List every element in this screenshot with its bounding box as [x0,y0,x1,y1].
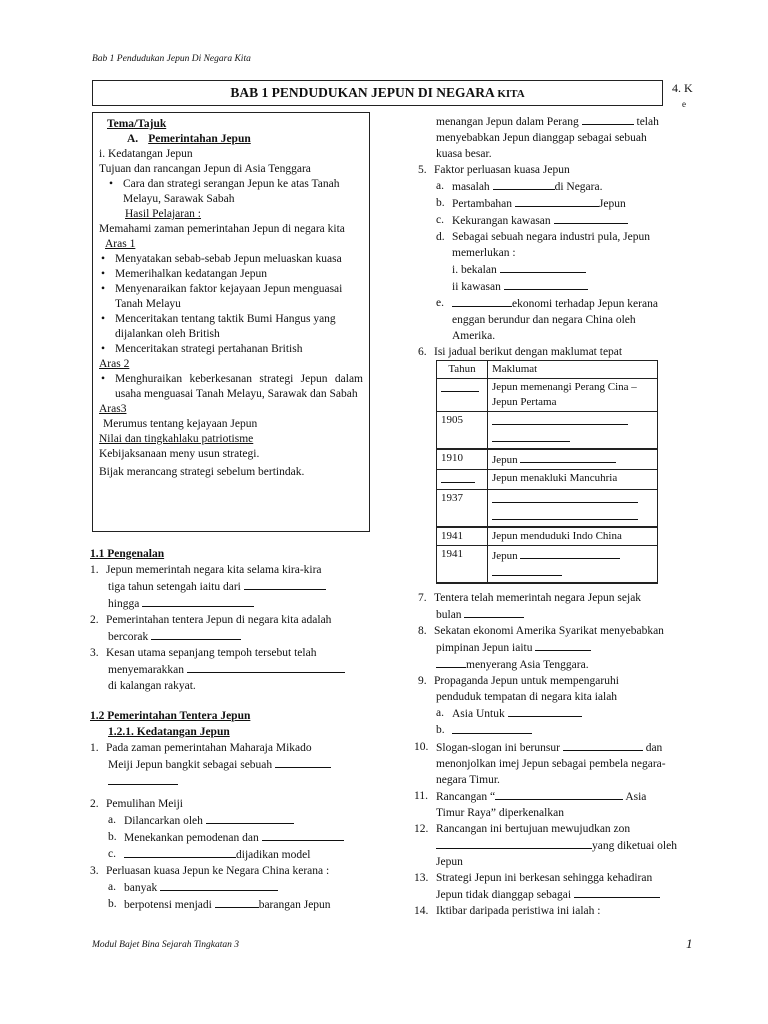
answer-blank[interactable] [160,879,278,891]
right-column [414,113,680,919]
table-row [437,379,658,412]
answer-blank[interactable] [436,837,592,849]
table-header: Tahun [437,361,488,379]
aras2-item: • Menghuraikan keberkesanan strategi Jepun dalam usaha menguasai Tanah Melayu, Sarawak dan Sabah [99,372,363,402]
question-8-line: pimpinan Jepun iaitu [436,639,680,656]
question-1-line: hingga [108,595,372,612]
answer-blank[interactable] [441,471,475,483]
question-8-line: menyerang Asia Tenggara. [436,656,680,673]
part-1-line: Meiji Jepun bangkit sebagai sebuah [108,756,372,773]
table-row [437,412,658,450]
question-1: 1. Jepun memerintah negara kita selama kira-kira [90,564,322,576]
answer-blank[interactable] [108,773,178,785]
question-9a: a. Asia Untuk [418,705,680,722]
table-row [437,527,658,546]
info-cell[interactable]: Jepun [488,546,658,584]
answer-blank[interactable] [515,195,599,207]
aras1-item: • Memerihalkan kedatangan Jepun [99,267,363,282]
nilai-item: Bijak merancang strategi sebelum bertindak. [99,466,305,478]
answer-blank[interactable] [495,788,623,800]
part-2: 2. Pemulihan Meiji [90,798,183,810]
aras1-item: • Menceritakan strategi pertahanan British [99,342,363,357]
answer-blank[interactable] [554,212,628,224]
nilai-item: Kebijaksanaan meny usun strategi. [99,448,260,460]
answer-blank[interactable] [275,756,331,768]
question-3: 3. Kesan utama sepanjang tempoh tersebut telah [90,647,317,659]
question-5b: b. Pertambahan Jepun [436,197,626,210]
answer-blank[interactable] [574,886,660,898]
part-3b: b. berpotensi menjadi barangan Jepun [108,898,331,911]
part-1-line [108,773,372,790]
left-column [90,546,372,913]
question-9: 9. Propaganda Jepun untuk mempengaruhi [418,675,619,687]
info-cell[interactable]: Jepun [488,449,658,470]
section-1-2: 1.2 Pemerintahan Tentera Jepun [90,710,251,722]
chapter-title [92,80,663,106]
table-header: Maklumat [488,361,658,379]
answer-blank[interactable] [244,578,326,590]
answer-blank[interactable] [151,628,241,640]
cut-off-text [672,80,693,112]
info-table [436,360,658,584]
chapter-title-main: BAB 1 PENDUDUKAN JEPUN DI NEGARA [230,85,498,100]
info-cell[interactable] [488,412,658,450]
info-cell: Jepun memenangi Perang Cina –Jepun Pertama [488,379,658,412]
question-14: 14. Iktibar daripada peristiwa ini ialah : [414,905,601,917]
question-7-line: bulan [436,606,680,623]
aras2-label: Aras 2 [99,358,130,370]
part-2c: c. dijadikan model [108,848,311,861]
year-cell: 1941 [437,527,488,546]
answer-blank[interactable] [142,595,254,607]
running-header: Bab 1 Pendudukan Jepun Di Negara Kita [92,54,251,64]
info-cell[interactable] [488,490,658,528]
answer-blank[interactable] [563,739,643,751]
info-cell: Jepun menduduki Indo China [488,527,658,546]
section-a-heading: A. Pemerintahan Jepun [127,133,251,145]
question-9b: b. [418,722,680,739]
question-2: 2. Pemerintahan tentera Jepun di negara kita adalah [90,614,332,626]
cut-line: e [682,99,686,109]
answer-blank[interactable] [464,606,524,618]
part-2b: b. Menekankan pemodenan dan [90,829,372,846]
question-5d-line: memerlukan : [452,247,516,259]
question-12: 12. Rancangan ini bertujuan mewujudkan zon [414,823,631,835]
question-5e-line: enggan berundur dan negara China oleh [452,314,636,326]
answer-blank[interactable] [187,661,345,673]
table-header-row [437,361,658,379]
aras3-label: Aras3 [99,403,127,415]
continued-line: kuasa besar. [436,148,492,160]
table-row [437,546,658,584]
section-1-2-1: 1.2.1. Kedatangan Jepun [108,726,230,738]
info-cell: Jepun menakluki Mancuhria [488,470,658,490]
answer-blank[interactable] [452,295,512,307]
answer-blank[interactable] [493,178,555,190]
question-12-line: yang diketuai oleh [436,837,680,854]
year-cell: 1941 [437,546,488,584]
answer-blank[interactable] [492,508,638,520]
aras1-item: • Menyatakan sebab-sebab Jepun meluaskan kuasa [99,252,363,267]
question-12-line: Jepun [436,856,463,868]
answer-blank[interactable] [492,413,628,425]
question-11-line: Timur Raya” diperkenalkan [436,807,564,819]
question-2-line: bercorak [108,628,372,645]
nilai-label: Nilai dan tingkahlaku patriotisme [99,433,254,445]
question-3-line: di kalangan rakyat. [108,680,196,692]
answer-blank[interactable] [508,705,582,717]
cut-line: 4. K [672,81,693,95]
sub-i: i. Kedatangan Jepun [99,148,193,160]
answer-blank[interactable] [520,451,616,463]
aras3-text: Merumus tentang kejayaan Jepun [103,418,258,430]
question-10-line: menonjolkan imej Jepun sebagai pembela negara- [436,758,666,770]
tema-label: Tema/Tajuk [107,118,167,130]
answer-blank[interactable] [535,639,591,651]
answer-blank[interactable] [215,896,259,908]
question-1-line: tiga tahun setengah iaitu dari [108,578,372,595]
question-11: 11. Rancangan “ Asia [414,790,647,803]
aras1-item: • Menyenaraikan faktor kejayaan Jepun menguasai Tanah Melayu [99,282,363,312]
question-5a: a. masalah di Negara. [436,180,603,193]
question-10: 10. Slogan-slogan ini berunsur dan [414,741,663,754]
answer-blank[interactable] [492,564,562,576]
year-cell[interactable] [437,470,488,490]
part-2a: a. Dilancarkan oleh [90,812,372,829]
question-6: 6. Isi jadual berikut dengan maklumat tepat [418,346,623,358]
table-row [437,449,658,470]
answer-blank[interactable] [436,656,466,668]
question-5c: c. Kekurangan kawasan [418,212,680,229]
tujuan-text: Tujuan dan rancangan Jepun di Asia Tenggara [99,163,311,175]
answer-blank[interactable] [582,113,634,125]
question-7: 7. Tentera telah memerintah negara Jepun sejak [418,592,642,604]
aras1-item: • Menceritakan tentang taktik Bumi Hangus yang dijalankan oleh British [99,312,363,342]
question-5d: d. Sebagai sebuah negara industri pula, Jepun [436,231,650,243]
question-5: 5. Faktor perluasan kuasa Jepun [418,164,570,176]
continued-line: menyebabkan Jepun dianggap sebagai sebuah [436,132,647,144]
part-3: 3. Perluasan kuasa Jepun ke Negara China kerana : [90,865,330,877]
year-cell[interactable] [437,379,488,412]
part-3a: a. banyak [90,879,372,896]
question-9-line: penduduk tempatan di negara kita ialah [436,691,618,703]
year-cell: 1910 [437,449,488,470]
question-10-line: negara Timur. [436,774,500,786]
tema-box [92,112,370,532]
tujuan-bullet: • Cara dan strategi serangan Jepun ke atas Tanah Melayu, Sarawak Sabah [107,177,363,207]
aras1-label: Aras 1 [105,238,136,250]
section-1-1: 1.1 Pengenalan [90,548,165,560]
table-row [437,470,658,490]
question-13-line: Jepun tidak dianggap sebagai [436,886,680,903]
answer-blank[interactable] [452,722,532,734]
question-5e-line: Amerika. [452,330,496,342]
year-cell: 1905 [437,412,488,450]
question-5d-ii: ii kawasan [452,278,680,295]
question-5e: e. ekonomi terhadap Jepun kerana [436,297,658,310]
year-cell: 1937 [437,490,488,528]
page-number: 1 [686,936,693,951]
answer-blank[interactable] [520,547,620,559]
answer-blank[interactable] [262,829,344,841]
answer-blank[interactable] [124,846,236,858]
hasil-label: Hasil Pelajaran : [125,208,202,220]
chapter-title-small: KITA [497,88,525,100]
answer-blank[interactable] [492,491,638,503]
answer-blank[interactable] [504,278,588,290]
part-1: 1. Pada zaman pemerintahan Maharaja Mikado [90,742,312,754]
answer-blank[interactable] [500,261,586,273]
question-5d-i: i. bekalan [452,261,680,278]
continued-line: menangan Jepun dalam Perang telah [436,113,680,130]
answer-blank[interactable] [206,812,294,824]
table-row [437,490,658,528]
footer-module: Modul Bajet Bina Sejarah Tingkatan 3 [92,940,239,950]
question-3-line: menyemarakkan [108,661,372,678]
hasil-text: Memahami zaman pemerintahan Jepun di negara kita [99,223,345,235]
question-8: 8. Sekatan ekonomi Amerika Syarikat menyebabkan [418,625,664,637]
question-13: 13. Strategi Jepun ini berkesan sehingga kehadiran [414,872,653,884]
answer-blank[interactable] [492,430,570,442]
answer-blank[interactable] [441,380,479,392]
